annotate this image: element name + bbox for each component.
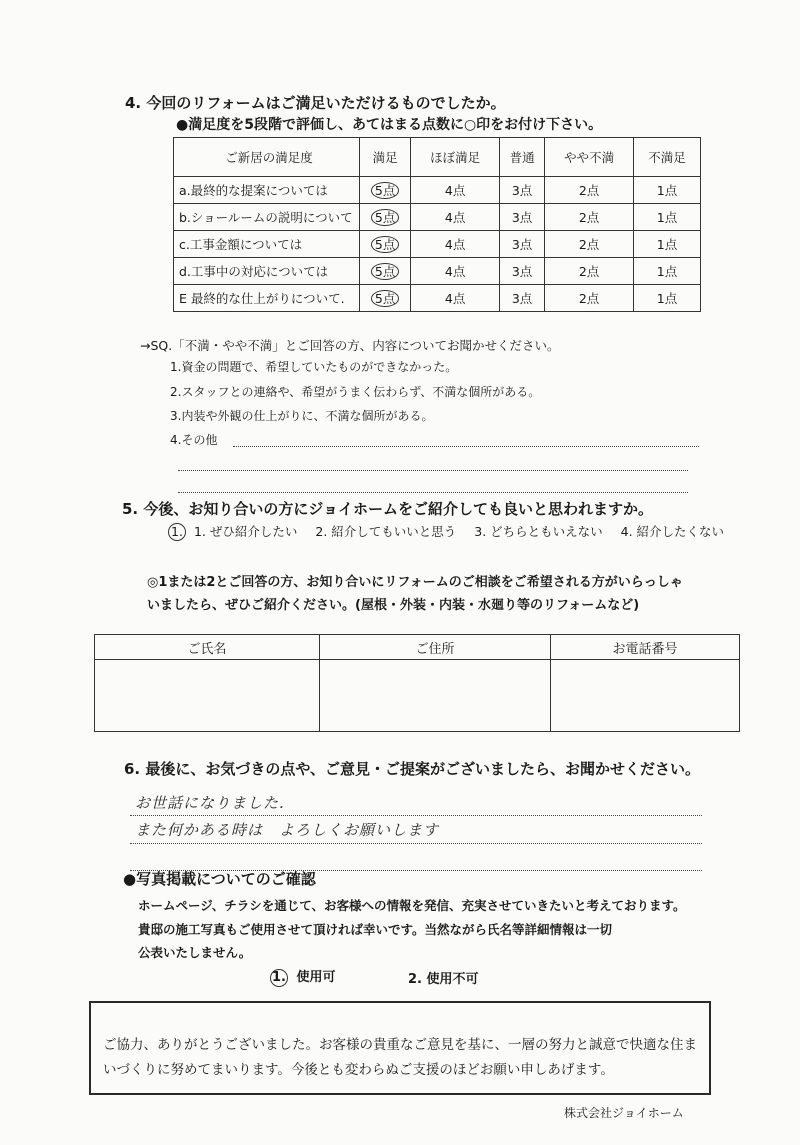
ref-address-field[interactable] [320, 660, 551, 732]
row-label: c.工事金額については [174, 231, 360, 258]
photo-line1: ホームページ、チラシを通じて、お客様への情報を発信、充実させていきたいと考えております。 [138, 898, 686, 913]
photo-option-1[interactable] [270, 966, 336, 987]
score-cell[interactable]: 3点 [499, 258, 544, 285]
q5-title: 5. 今後、お知り合いの方にジョイホームをご紹介しても良いと思われますか。 [122, 500, 654, 518]
q5-options [168, 522, 724, 541]
score-cell[interactable]: 3点 [499, 177, 544, 204]
score-cell-selected[interactable] [360, 231, 411, 258]
satisfaction-row [174, 177, 701, 204]
q5-option-2[interactable]: 2. 紹介してもいいと思う [315, 524, 457, 539]
score-cell-selected[interactable] [360, 204, 411, 231]
row-label: a.最終的な提案については [174, 177, 360, 204]
other-line[interactable] [233, 446, 699, 447]
score-cell[interactable]: 3点 [499, 204, 544, 231]
score-cell[interactable]: 1点 [633, 285, 700, 312]
sq-title: →SQ.「不満・やや不満」とご回答の方、内容についてお聞かせください。 [140, 338, 560, 353]
score-cell[interactable]: 3点 [499, 285, 544, 312]
score-cell[interactable]: 1点 [633, 177, 700, 204]
score-cell[interactable]: 1点 [633, 231, 700, 258]
q6-answer-line1[interactable]: お世話になりました. [135, 794, 285, 812]
ref-header-name: ご氏名 [95, 635, 320, 660]
row-label: b.ショールームの説明について [174, 204, 360, 231]
closing-text: ご協力、ありがとうございました。お客様の貴重なご意見を基に、一層の努力と誠意で快適な住まいづくりに努めてまいります。今後とも変わらぬご支援のほどお願い申しあげます。 [103, 1037, 697, 1078]
sq-option[interactable]: 1.資金の問題で、希望していたものができなかった。 [170, 360, 458, 374]
satisfaction-header-row [174, 138, 701, 177]
q5-option-4[interactable]: 4. 紹介したくない [620, 524, 725, 539]
sq-option[interactable]: 3.内装や外観の仕上がりに、不満な個所がある。 [170, 409, 434, 423]
q6-answer-line2[interactable]: また何かある時は よろしくお願いします [135, 821, 440, 839]
ref-phone-field[interactable] [551, 660, 740, 732]
satisfaction-row [174, 285, 701, 312]
satisfaction-corner: ご新居の満足度 [174, 138, 360, 177]
score-cell[interactable]: 3点 [499, 231, 544, 258]
col-header: 普通 [499, 138, 544, 177]
satisfaction-table [173, 137, 701, 312]
ref-name-field[interactable] [95, 660, 320, 732]
score-cell[interactable]: 4点 [411, 258, 500, 285]
score-cell[interactable]: 2点 [545, 258, 634, 285]
satisfaction-row [174, 258, 701, 285]
score-selected: 5点 [371, 182, 399, 199]
score-cell[interactable]: 4点 [411, 204, 500, 231]
col-header: ほぼ満足 [411, 138, 500, 177]
q5-option-1[interactable]: 1. ぜひ紹介したい [193, 524, 298, 539]
row-label: d.工事中の対応については [174, 258, 360, 285]
score-selected: 5点 [371, 263, 399, 280]
col-header: やや不満 [545, 138, 634, 177]
score-cell-selected[interactable] [360, 285, 411, 312]
comment-line[interactable] [130, 843, 702, 844]
closing-box [89, 1001, 711, 1095]
company-name: 株式会社ジョイホーム [564, 1106, 684, 1120]
photo-title: ●写真掲載についてのご確認 [123, 870, 316, 888]
photo-line2: 貴邸の施工写真もご使用させて頂ければ幸いです。当然ながら氏名等詳細情報は一切 [138, 922, 613, 937]
score-cell[interactable]: 2点 [545, 177, 634, 204]
q4-instruction: ●満足度を5段階で評価し、あてはまる点数に○印をお付け下さい。 [176, 117, 603, 133]
comment-line[interactable] [130, 815, 702, 816]
score-selected: 5点 [371, 290, 399, 307]
score-cell-selected[interactable] [360, 258, 411, 285]
ref-header-phone: お電話番号 [551, 635, 740, 660]
score-cell[interactable]: 1点 [633, 258, 700, 285]
referral-table [94, 634, 740, 732]
col-header: 満足 [360, 138, 411, 177]
sq-option[interactable]: 2.スタッフとの連絡や、希望がうまく伝わらず、不満な個所がある。 [170, 385, 541, 399]
photo-option-2[interactable]: 2. 使用不可 [408, 972, 479, 987]
row-label: E 最終的な仕上がりについて. [174, 285, 360, 312]
q4-title: 4. 今回のリフォームはご満足いただけるものでしたか。 [125, 94, 506, 112]
score-cell-selected[interactable] [360, 177, 411, 204]
q5-option-3[interactable]: 3. どちらともいえない [474, 524, 603, 539]
sq-option-other[interactable]: 4.その他 [170, 433, 218, 447]
q5-note-line1: ◎1または2とご回答の方、お知り合いにリフォームのご相談をご希望される方がいらっしゃ [147, 575, 683, 590]
referral-input-row [95, 660, 740, 732]
score-cell[interactable]: 2点 [545, 285, 634, 312]
score-selected: 5点 [371, 236, 399, 253]
photo-option-1-label: 使用可 [296, 970, 336, 985]
score-cell[interactable]: 1点 [633, 204, 700, 231]
satisfaction-row [174, 231, 701, 258]
photo-selected-mark: 1. [270, 969, 288, 987]
satisfaction-row [174, 204, 701, 231]
referral-header-row [95, 635, 740, 660]
photo-line3: 公表いたしません。 [138, 945, 252, 960]
other-line[interactable] [178, 492, 688, 493]
score-cell[interactable]: 4点 [411, 285, 500, 312]
q5-selected-mark[interactable]: 1. [168, 523, 186, 541]
score-cell[interactable]: 2点 [545, 204, 634, 231]
score-cell[interactable]: 4点 [411, 231, 500, 258]
other-line[interactable] [178, 470, 688, 471]
score-cell[interactable]: 4点 [411, 177, 500, 204]
ref-header-address: ご住所 [320, 635, 551, 660]
score-cell[interactable]: 2点 [545, 231, 634, 258]
col-header: 不満足 [633, 138, 700, 177]
q6-title: 6. 最後に、お気づきの点や、ご意見・ご提案がございましたら、お聞かせください。 [124, 760, 701, 778]
score-selected: 5点 [371, 209, 399, 226]
q5-note-line2: いましたら、ぜひご紹介ください。(屋根・外装・内装・水廻り等のリフォームなど) [147, 598, 640, 613]
